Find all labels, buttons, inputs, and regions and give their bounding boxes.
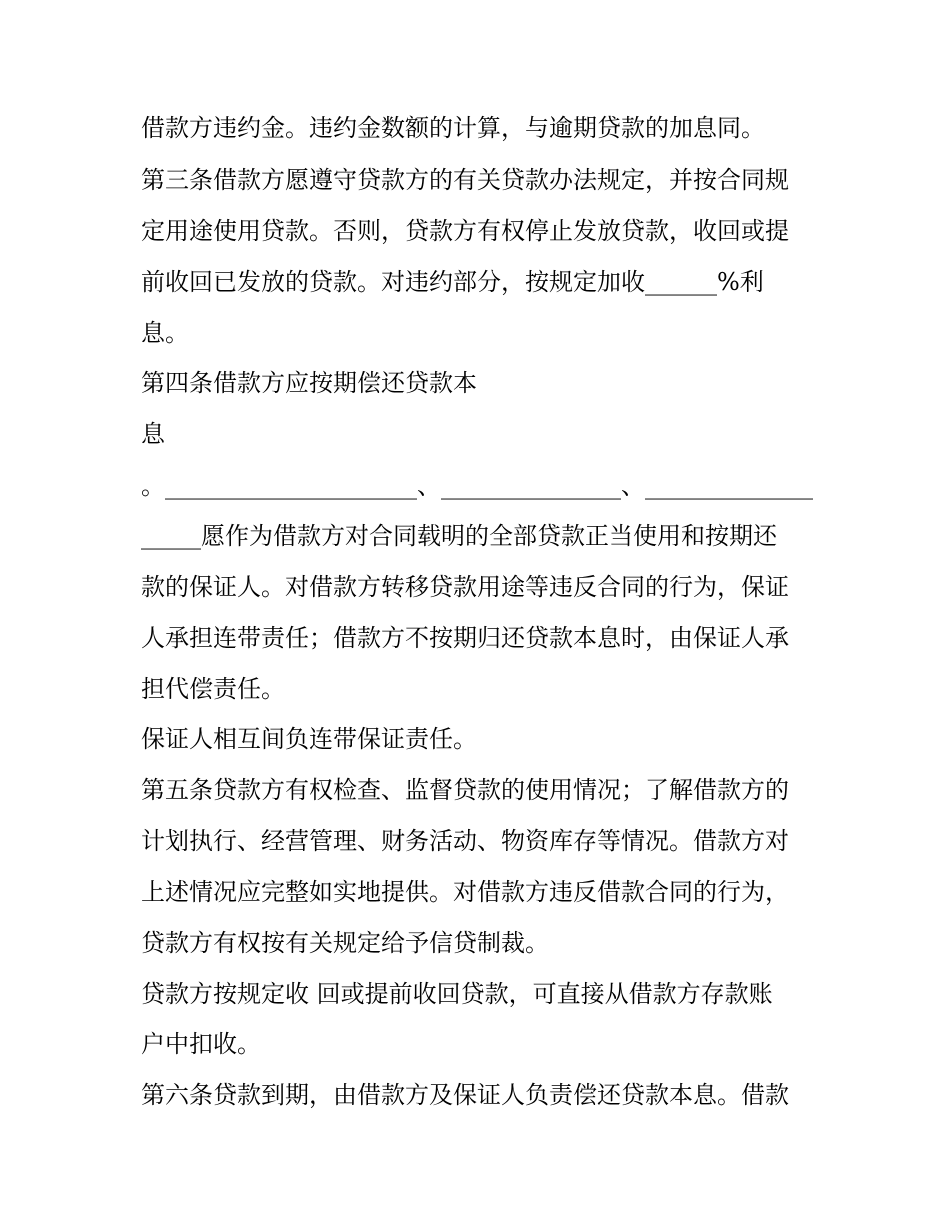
text-line-20: 第六条贷款到期，由借款方及保证人负责偿还贷款本息。借款 [141,1081,789,1109]
text-line-4: 前收回已发放的贷款。对违约部分，按规定加收______%利 [141,268,764,296]
text-line-1: 借款方违约金。违约金数额的计算，与逾期贷款的加息同。 [141,114,765,142]
text-line-13: 保证人相互间负连带保证责任。 [141,725,477,753]
text-line-2: 第三条借款方愿遵守贷款方的有关贷款办法规定，并按合同规 [141,166,789,194]
text-line-5: 息。 [141,319,189,347]
text-line-7: 息 [141,420,165,448]
text-line-3: 定用途使用贷款。否则，贷款方有权停止发放贷款，收回或提 [141,217,789,245]
text-line-17: 贷款方有权按有关规定给予信贷制裁。 [141,929,549,957]
text-line-16: 上述情况应完整如实地提供。对借款方违反借款合同的行为， [141,878,789,906]
text-line-6: 第四条借款方应按期偿还贷款本 [141,369,477,397]
text-line-18: 贷款方按规定收 回或提前收回贷款，可直接从借款方存款账 [141,980,773,1008]
text-line-11: 人承担连带责任；借款方不按期归还贷款本息时，由保证人承 [141,624,789,652]
text-line-14: 第五条贷款方有权检查、监督贷款的使用情况；了解借款方的 [141,776,789,804]
text-line-19: 户中扣收。 [141,1030,261,1058]
text-line-8: 。_____________________、_______________、______________ [141,472,813,500]
text-line-9: _____愿作为借款方对合同载明的全部贷款正当使用和按期还 [141,522,777,550]
text-line-12: 担代偿责任。 [141,675,285,703]
text-line-15: 计划执行、经营管理、财务活动、物资库存等情况。借款方对 [141,827,789,855]
text-line-10: 款的保证人。对借款方转移贷款用途等违反合同的行为，保证 [141,573,789,601]
